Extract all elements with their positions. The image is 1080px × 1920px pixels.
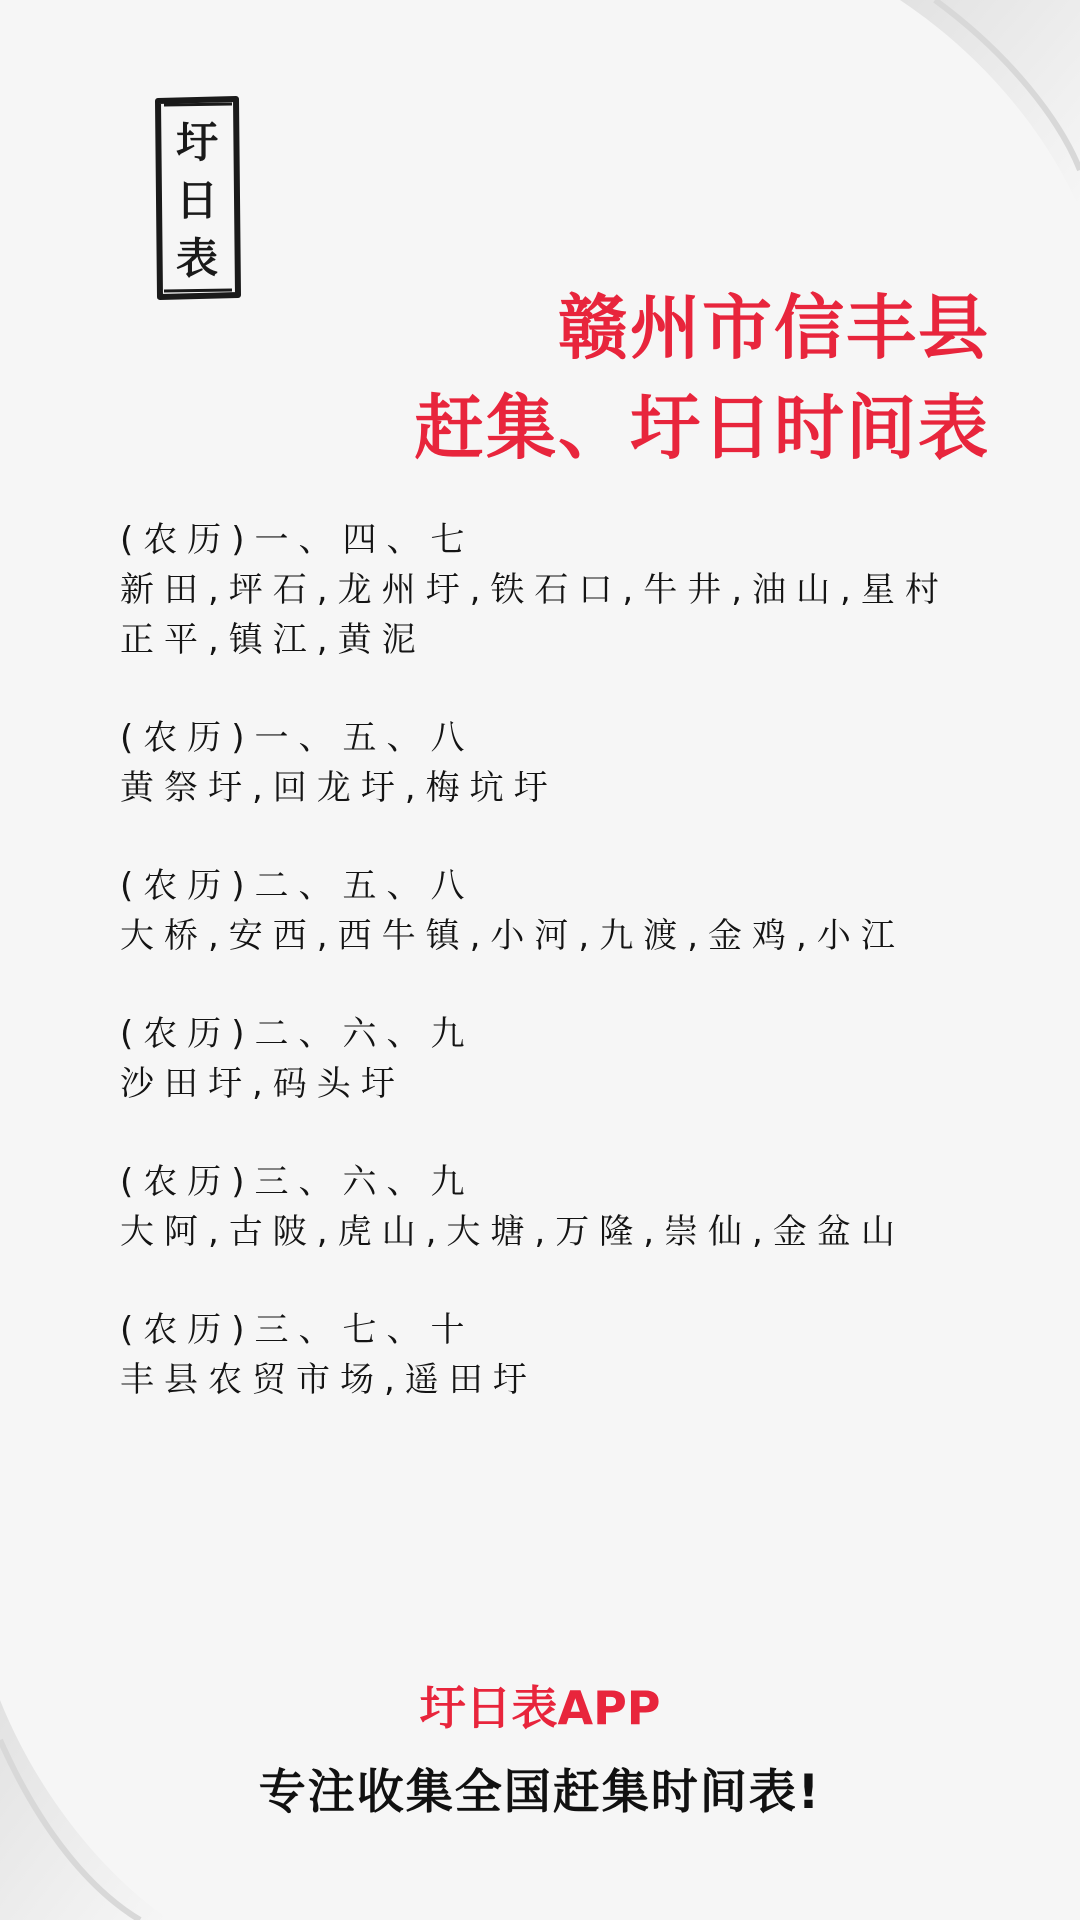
title-line-2: 赶集、圩日时间表 [414,387,990,469]
page-title [414,278,990,478]
schedule-group [120,1157,1000,1257]
lunar-days: (农历)三、六、九 [120,1162,475,1202]
xu-ri-biao-seal-logo [150,95,245,300]
lunar-days: (农历)二、五、八 [120,866,475,906]
logo-char-1: 圩 [175,118,219,167]
logo-char-2: 日 [175,176,219,225]
market-places: 沙田圩,码头圩 [120,1064,405,1104]
lunar-days: (农历)一、五、八 [120,718,475,758]
lunar-days: (农历)三、七、十 [120,1310,475,1350]
lunar-days: (农历)二、六、九 [120,1014,475,1054]
lunar-days: (农历)一、四、七 [120,520,475,560]
schedule-group [120,1305,1000,1405]
logo-char-3: 表 [175,234,219,283]
market-places: 新田,坪石,龙州圩,铁石口,牛井,油山,星村 正平,镇江,黄泥 [120,570,949,660]
app-name: 圩日表APP [419,1681,661,1735]
schedule-group [120,1009,1000,1109]
app-slogan: 专注收集全国赶集时间表! [258,1765,822,1820]
market-places: 大桥,安西,西牛镇,小河,九渡,金鸡,小江 [120,916,905,956]
title-line-1: 赣州市信丰县 [558,287,990,369]
market-places: 丰县农贸市场,遥田圩 [120,1360,537,1400]
schedule-group [120,861,1000,961]
schedule-group [120,713,1000,813]
market-places: 黄祭圩,回龙圩,梅坑圩 [120,768,558,808]
schedule-group [120,515,1000,665]
market-places: 大阿,古陂,虎山,大塘,万隆,崇仙,金盆山 [120,1212,905,1252]
market-schedule-list [120,515,1000,1453]
